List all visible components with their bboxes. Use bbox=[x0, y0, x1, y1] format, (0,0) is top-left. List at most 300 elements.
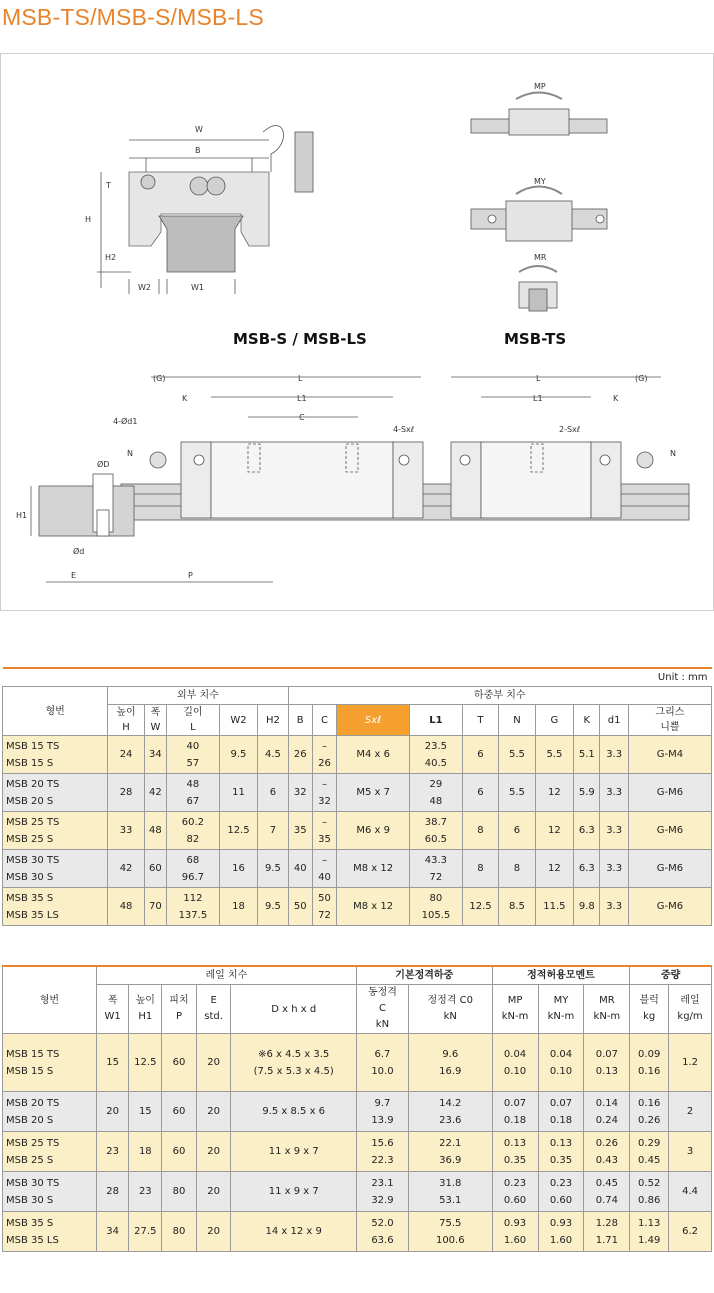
table-cell bbox=[356, 1172, 408, 1212]
cell-value: 14 x 12 x 9 bbox=[265, 1226, 322, 1237]
cell-value: 0.43 bbox=[595, 1154, 618, 1166]
cell-value: 80 bbox=[172, 1226, 186, 1237]
rail-side-view bbox=[121, 377, 689, 520]
header-moment: 정적허용모멘트 bbox=[492, 966, 630, 985]
table-cell bbox=[584, 1212, 630, 1252]
table-cell bbox=[584, 1132, 630, 1172]
cell-value: 0.07 bbox=[549, 1097, 573, 1109]
cell-value: 20 bbox=[207, 1106, 220, 1117]
table-cell bbox=[630, 1172, 669, 1212]
table-cell bbox=[219, 888, 257, 926]
table-cell bbox=[499, 736, 535, 774]
cell-value: 23.5 bbox=[424, 740, 448, 752]
page-title: MSB-TS/MSB-S/MSB-LS bbox=[2, 4, 264, 30]
cell-value: 20 bbox=[106, 1106, 120, 1117]
table-cell bbox=[628, 888, 711, 926]
table-cell bbox=[574, 888, 600, 926]
header-basic-load: 기본정격하중 bbox=[356, 966, 492, 985]
table-cell bbox=[356, 1092, 408, 1132]
table-cell bbox=[231, 1092, 356, 1132]
cell-value: 35 bbox=[293, 825, 307, 836]
cell-value: 22.3 bbox=[371, 1154, 394, 1166]
unit-label: Unit : mm bbox=[3, 668, 712, 687]
col-header: 길이 L bbox=[167, 705, 220, 736]
table-cell bbox=[584, 1092, 630, 1132]
cell-value: 68 bbox=[186, 854, 200, 866]
cell-value: 6 bbox=[477, 749, 484, 760]
cell-value: M8 x 12 bbox=[353, 901, 394, 912]
table-cell bbox=[499, 850, 535, 888]
cell-value: 42 bbox=[119, 863, 133, 874]
cell-value: M5 x 7 bbox=[356, 787, 390, 798]
table1-body bbox=[3, 736, 712, 926]
svg-text:L1: L1 bbox=[533, 394, 543, 403]
cell-value: 35 bbox=[318, 833, 331, 845]
table-cell bbox=[600, 812, 628, 850]
cell-value: 6 bbox=[477, 787, 484, 798]
header-model: 형번 bbox=[3, 687, 108, 736]
table-cell bbox=[600, 736, 628, 774]
table-cell bbox=[492, 1132, 538, 1172]
cell-value: 28 bbox=[106, 1186, 120, 1197]
table-cell bbox=[144, 812, 166, 850]
table-cell bbox=[288, 736, 312, 774]
model-cell bbox=[3, 736, 108, 774]
cell-value: 50 bbox=[318, 892, 331, 904]
cell-value: 15 bbox=[138, 1106, 152, 1117]
cell-value: 10.0 bbox=[371, 1065, 394, 1077]
cell-value: 72 bbox=[318, 909, 331, 921]
cell-value: 11 x 9 x 7 bbox=[268, 1146, 319, 1157]
cell-value: 38.7 bbox=[424, 816, 448, 828]
cell-value: 5.9 bbox=[578, 787, 595, 798]
cell-value: 1.2 bbox=[682, 1057, 698, 1068]
table-row bbox=[3, 1172, 712, 1212]
table-cell bbox=[258, 888, 288, 926]
block-cross-section bbox=[97, 126, 313, 294]
cell-value: 28 bbox=[119, 787, 133, 798]
model-cell bbox=[3, 1034, 97, 1092]
table-cell bbox=[628, 774, 711, 812]
cell-value: 2 bbox=[686, 1106, 694, 1117]
table-cell bbox=[312, 888, 336, 926]
col-header: 피치 P bbox=[162, 985, 197, 1034]
cell-value: 1.13 bbox=[638, 1217, 661, 1229]
table-cell bbox=[337, 850, 410, 888]
cell-value: 0.26 bbox=[638, 1114, 661, 1126]
table-cell bbox=[167, 850, 220, 888]
cell-value: 8.5 bbox=[508, 901, 525, 912]
cell-value: 26 bbox=[293, 749, 307, 760]
cell-value: 0.13 bbox=[503, 1137, 527, 1149]
cell-value: 0.60 bbox=[549, 1194, 573, 1206]
table-cell bbox=[538, 1034, 584, 1092]
table-cell bbox=[538, 1092, 584, 1132]
table-cell bbox=[538, 1132, 584, 1172]
cell-value: 50 bbox=[293, 901, 307, 912]
table-cell bbox=[312, 736, 336, 774]
svg-text:N: N bbox=[670, 449, 676, 458]
cell-value: 0.18 bbox=[549, 1114, 573, 1126]
table-cell bbox=[162, 1132, 197, 1172]
cell-value: 6.3 bbox=[578, 863, 595, 874]
model-cell bbox=[3, 1132, 97, 1172]
table-cell bbox=[462, 888, 498, 926]
cell-value: 7 bbox=[269, 825, 277, 836]
header-weight: 중량 bbox=[630, 966, 712, 985]
cell-value: 9.5 bbox=[230, 749, 247, 760]
table-cell bbox=[144, 850, 166, 888]
cell-value: 0.74 bbox=[595, 1194, 618, 1206]
table-cell bbox=[258, 774, 288, 812]
cell-value: 23.6 bbox=[439, 1114, 462, 1126]
table-cell bbox=[288, 850, 312, 888]
cell-value: 0.16 bbox=[638, 1065, 661, 1077]
table-cell bbox=[162, 1092, 197, 1132]
svg-text:W: W bbox=[195, 125, 203, 134]
col-header: W2 bbox=[219, 705, 257, 736]
cell-value: 40 bbox=[186, 740, 200, 752]
cell-value: 48 bbox=[149, 825, 162, 836]
table-cell bbox=[535, 888, 573, 926]
table-cell bbox=[669, 1132, 712, 1172]
table-cell bbox=[535, 850, 573, 888]
cell-value: 42 bbox=[149, 787, 162, 798]
table-cell bbox=[630, 1132, 669, 1172]
cell-value: 52.0 bbox=[371, 1217, 394, 1229]
cell-value: 14.2 bbox=[439, 1097, 462, 1109]
cell-value: 1.28 bbox=[595, 1217, 618, 1229]
cell-value: 6.3 bbox=[578, 825, 595, 836]
cell-value: MSB 20 TS bbox=[6, 1097, 60, 1109]
cell-value: 12.5 bbox=[469, 901, 492, 912]
table-cell bbox=[96, 1172, 129, 1212]
cell-value: G-M6 bbox=[656, 787, 684, 798]
col-header: E std. bbox=[196, 985, 231, 1034]
svg-text:(G): (G) bbox=[153, 374, 166, 383]
table2-column-headers bbox=[3, 985, 712, 1034]
cell-value: 80 bbox=[429, 892, 443, 904]
cell-value: MSB 30 S bbox=[6, 1194, 54, 1206]
table-cell bbox=[408, 1212, 492, 1252]
model-cell bbox=[3, 774, 108, 812]
cell-value: 60 bbox=[172, 1146, 186, 1157]
table-cell bbox=[630, 1034, 669, 1092]
cell-value: MSB 30 TS bbox=[6, 854, 60, 866]
cell-value: 32 bbox=[318, 795, 331, 807]
svg-text:L: L bbox=[298, 374, 303, 383]
cell-value: 9.5 x 8.5 x 6 bbox=[262, 1106, 326, 1117]
cell-value: 70 bbox=[149, 901, 162, 912]
table-cell bbox=[630, 1092, 669, 1132]
table-cell bbox=[600, 850, 628, 888]
col-header: K bbox=[574, 705, 600, 736]
cell-value: 32.9 bbox=[371, 1194, 394, 1206]
table-cell bbox=[499, 774, 535, 812]
model-cell bbox=[3, 1092, 97, 1132]
label-msb-ts: MSB-TS bbox=[504, 330, 567, 348]
table-cell bbox=[231, 1132, 356, 1172]
cell-value: 22.1 bbox=[439, 1137, 462, 1149]
cell-value: 5.5 bbox=[508, 787, 525, 798]
cell-value: 9.8 bbox=[578, 901, 595, 912]
cell-value: G-M6 bbox=[656, 863, 684, 874]
cell-value: 63.6 bbox=[371, 1234, 394, 1246]
col-header: 높이 H1 bbox=[129, 985, 162, 1034]
table-cell bbox=[410, 774, 463, 812]
table-cell bbox=[129, 1034, 162, 1092]
cell-value: 15.6 bbox=[371, 1137, 394, 1149]
cell-value: 15 bbox=[106, 1057, 120, 1068]
cell-value: 4.5 bbox=[264, 749, 281, 760]
cell-value: 12 bbox=[548, 863, 561, 874]
table-cell bbox=[167, 736, 220, 774]
cell-value: 27.5 bbox=[134, 1226, 157, 1237]
table-cell bbox=[538, 1212, 584, 1252]
table-cell bbox=[167, 888, 220, 926]
table-cell bbox=[574, 850, 600, 888]
cell-value: 48 bbox=[119, 901, 133, 912]
table-row bbox=[3, 1034, 712, 1092]
cell-value: 0.29 bbox=[638, 1137, 661, 1149]
svg-text:W2: W2 bbox=[138, 283, 151, 292]
table-cell bbox=[219, 850, 257, 888]
cell-value: 0.45 bbox=[638, 1154, 661, 1166]
col-header: H2 bbox=[258, 705, 288, 736]
cell-value: 36.9 bbox=[439, 1154, 462, 1166]
cell-value: 6.2 bbox=[682, 1226, 698, 1237]
table-cell bbox=[162, 1212, 197, 1252]
col-header: 폭 W bbox=[144, 705, 166, 736]
cell-value: MSB 20 S bbox=[6, 1114, 54, 1126]
cell-value: 0.09 bbox=[638, 1048, 661, 1060]
block-dimension-table bbox=[2, 667, 712, 926]
cell-value: 60 bbox=[172, 1106, 186, 1117]
table-cell bbox=[535, 774, 573, 812]
cell-value: MSB 35 S bbox=[6, 892, 54, 904]
svg-text:Ød: Ød bbox=[73, 547, 85, 556]
header-outer: 외부 치수 bbox=[108, 687, 288, 705]
cell-value: 40 bbox=[318, 871, 331, 883]
col-header: C bbox=[312, 705, 336, 736]
table-cell bbox=[196, 1092, 231, 1132]
cell-value: 16.9 bbox=[439, 1065, 462, 1077]
technical-drawing bbox=[0, 53, 714, 611]
cell-value: 3.3 bbox=[606, 787, 623, 798]
cell-value: 26 bbox=[318, 757, 331, 769]
table-cell bbox=[167, 774, 220, 812]
table-cell bbox=[196, 1212, 231, 1252]
table-cell bbox=[144, 888, 166, 926]
cell-value: 0.93 bbox=[549, 1217, 573, 1229]
table-cell bbox=[108, 812, 144, 850]
cell-value: 34 bbox=[106, 1226, 120, 1237]
table-cell bbox=[108, 850, 144, 888]
table-cell bbox=[535, 736, 573, 774]
table-cell bbox=[628, 812, 711, 850]
cell-value: MSB 25 S bbox=[6, 1154, 54, 1166]
table-cell bbox=[669, 1172, 712, 1212]
table-cell bbox=[96, 1092, 129, 1132]
cell-value: MSB 20 S bbox=[6, 795, 54, 807]
table-cell bbox=[499, 888, 535, 926]
cell-value: – bbox=[322, 740, 328, 752]
cell-value: M8 x 12 bbox=[353, 863, 394, 874]
table-cell bbox=[669, 1092, 712, 1132]
table1-column-headers bbox=[3, 705, 712, 736]
col-header: 레일 kg/m bbox=[669, 985, 712, 1034]
col-header: d1 bbox=[600, 705, 628, 736]
svg-text:K: K bbox=[613, 394, 619, 403]
cell-value: 137.5 bbox=[178, 909, 208, 921]
cell-value: 3.3 bbox=[606, 825, 623, 836]
table-cell bbox=[312, 850, 336, 888]
col-header: N bbox=[499, 705, 535, 736]
cell-value: 32 bbox=[293, 787, 307, 798]
svg-text:W1: W1 bbox=[191, 283, 204, 292]
cell-value: 1.49 bbox=[638, 1234, 661, 1246]
table-cell bbox=[600, 774, 628, 812]
cell-value: 11 bbox=[232, 787, 245, 798]
table-cell bbox=[96, 1212, 129, 1252]
table-cell bbox=[196, 1172, 231, 1212]
model-cell bbox=[3, 850, 108, 888]
table-cell bbox=[410, 888, 463, 926]
table-cell bbox=[219, 774, 257, 812]
cell-value: MSB 35 S bbox=[6, 1217, 54, 1229]
table-cell bbox=[129, 1092, 162, 1132]
cell-value: 3 bbox=[686, 1146, 694, 1157]
table-cell bbox=[129, 1172, 162, 1212]
svg-text:B: B bbox=[195, 146, 201, 155]
cell-value: 8 bbox=[477, 825, 484, 836]
cell-value: 16 bbox=[232, 863, 245, 874]
moment-views bbox=[471, 93, 607, 312]
model-cell bbox=[3, 812, 108, 850]
cell-value: 33 bbox=[119, 825, 133, 836]
cell-value: 12 bbox=[548, 825, 561, 836]
cell-value: MSB 15 S bbox=[6, 1065, 54, 1077]
table-cell bbox=[408, 1092, 492, 1132]
svg-text:L: L bbox=[536, 374, 541, 383]
rail-spec-table bbox=[2, 965, 712, 1252]
cell-value: 13.9 bbox=[371, 1114, 394, 1126]
cell-value: 1.60 bbox=[503, 1234, 527, 1246]
cell-value: 23 bbox=[106, 1146, 120, 1157]
col-header: 높이 H bbox=[108, 705, 144, 736]
table-cell bbox=[219, 736, 257, 774]
cell-value: 12.5 bbox=[134, 1057, 157, 1068]
svg-text:(G): (G) bbox=[635, 374, 648, 383]
table-cell bbox=[408, 1172, 492, 1212]
cell-value: MSB 25 TS bbox=[6, 1137, 60, 1149]
cell-value: M6 x 9 bbox=[356, 825, 390, 836]
col-header: 동정격 C kN bbox=[356, 985, 408, 1034]
col-header: B bbox=[288, 705, 312, 736]
table-cell bbox=[410, 736, 463, 774]
header-rail: 레일 치수 bbox=[96, 966, 356, 985]
svg-text:K: K bbox=[182, 394, 188, 403]
table-cell bbox=[492, 1034, 538, 1092]
cell-value: 0.18 bbox=[503, 1114, 527, 1126]
cell-value: 48 bbox=[429, 795, 443, 807]
table-cell bbox=[628, 850, 711, 888]
cell-value: 20 bbox=[207, 1186, 220, 1197]
svg-text:MY: MY bbox=[534, 177, 546, 186]
cell-value: 0.35 bbox=[549, 1154, 573, 1166]
cell-value: 29 bbox=[429, 778, 443, 790]
table-cell bbox=[219, 812, 257, 850]
model-cell bbox=[3, 888, 108, 926]
table-row bbox=[3, 888, 712, 926]
cell-value: 43.3 bbox=[424, 854, 448, 866]
cell-value: 60.2 bbox=[181, 816, 205, 828]
col-header: G bbox=[535, 705, 573, 736]
table-cell bbox=[356, 1212, 408, 1252]
table-cell bbox=[312, 812, 336, 850]
cell-value: 60 bbox=[172, 1057, 186, 1068]
svg-text:ØD: ØD bbox=[97, 460, 110, 469]
svg-text:4-Ød1: 4-Ød1 bbox=[113, 417, 138, 426]
table-cell bbox=[196, 1034, 231, 1092]
cell-value: 5.5 bbox=[508, 749, 525, 760]
drawing-svg bbox=[1, 54, 713, 610]
table-cell bbox=[108, 774, 144, 812]
table-cell bbox=[312, 774, 336, 812]
table-cell bbox=[167, 812, 220, 850]
table-row bbox=[3, 774, 712, 812]
cell-value: MSB 30 S bbox=[6, 871, 54, 883]
cell-value: 53.1 bbox=[439, 1194, 462, 1206]
cell-value: 6 bbox=[513, 825, 521, 836]
table-row bbox=[3, 1132, 712, 1172]
cell-value: MSB 15 TS bbox=[6, 740, 60, 752]
cell-value: 8 bbox=[477, 863, 484, 874]
cell-value: G-M6 bbox=[656, 825, 684, 836]
table-cell bbox=[462, 812, 498, 850]
cell-value: 72 bbox=[429, 871, 443, 883]
cell-value: – bbox=[322, 778, 328, 790]
table-cell bbox=[492, 1212, 538, 1252]
cell-value: 82 bbox=[186, 833, 200, 845]
cell-value: 60.5 bbox=[424, 833, 448, 845]
table2-body bbox=[3, 1034, 712, 1252]
col-header: MR kN-m bbox=[584, 985, 630, 1034]
svg-text:MP: MP bbox=[534, 82, 546, 91]
table-row bbox=[3, 1212, 712, 1252]
cell-value: 34 bbox=[149, 749, 162, 760]
cell-value: 0.23 bbox=[503, 1177, 527, 1189]
table-cell bbox=[129, 1212, 162, 1252]
table-cell bbox=[231, 1172, 356, 1212]
cell-value: 75.5 bbox=[439, 1217, 462, 1229]
cell-value: 8 bbox=[513, 863, 521, 874]
cell-value: 18 bbox=[232, 901, 245, 912]
col-header: L1 bbox=[410, 705, 463, 736]
table-cell bbox=[492, 1172, 538, 1212]
cell-value: 100.6 bbox=[435, 1234, 465, 1246]
cell-value: M4 x 6 bbox=[356, 749, 390, 760]
table-cell bbox=[669, 1212, 712, 1252]
cell-value: 57 bbox=[186, 757, 200, 769]
cell-value: 6.7 bbox=[374, 1048, 391, 1060]
cell-value: 0.60 bbox=[503, 1194, 527, 1206]
table-cell bbox=[584, 1172, 630, 1212]
cell-value: 0.23 bbox=[549, 1177, 573, 1189]
table-cell bbox=[628, 736, 711, 774]
cell-value: 0.14 bbox=[595, 1097, 618, 1109]
cell-value: 0.35 bbox=[503, 1154, 527, 1166]
